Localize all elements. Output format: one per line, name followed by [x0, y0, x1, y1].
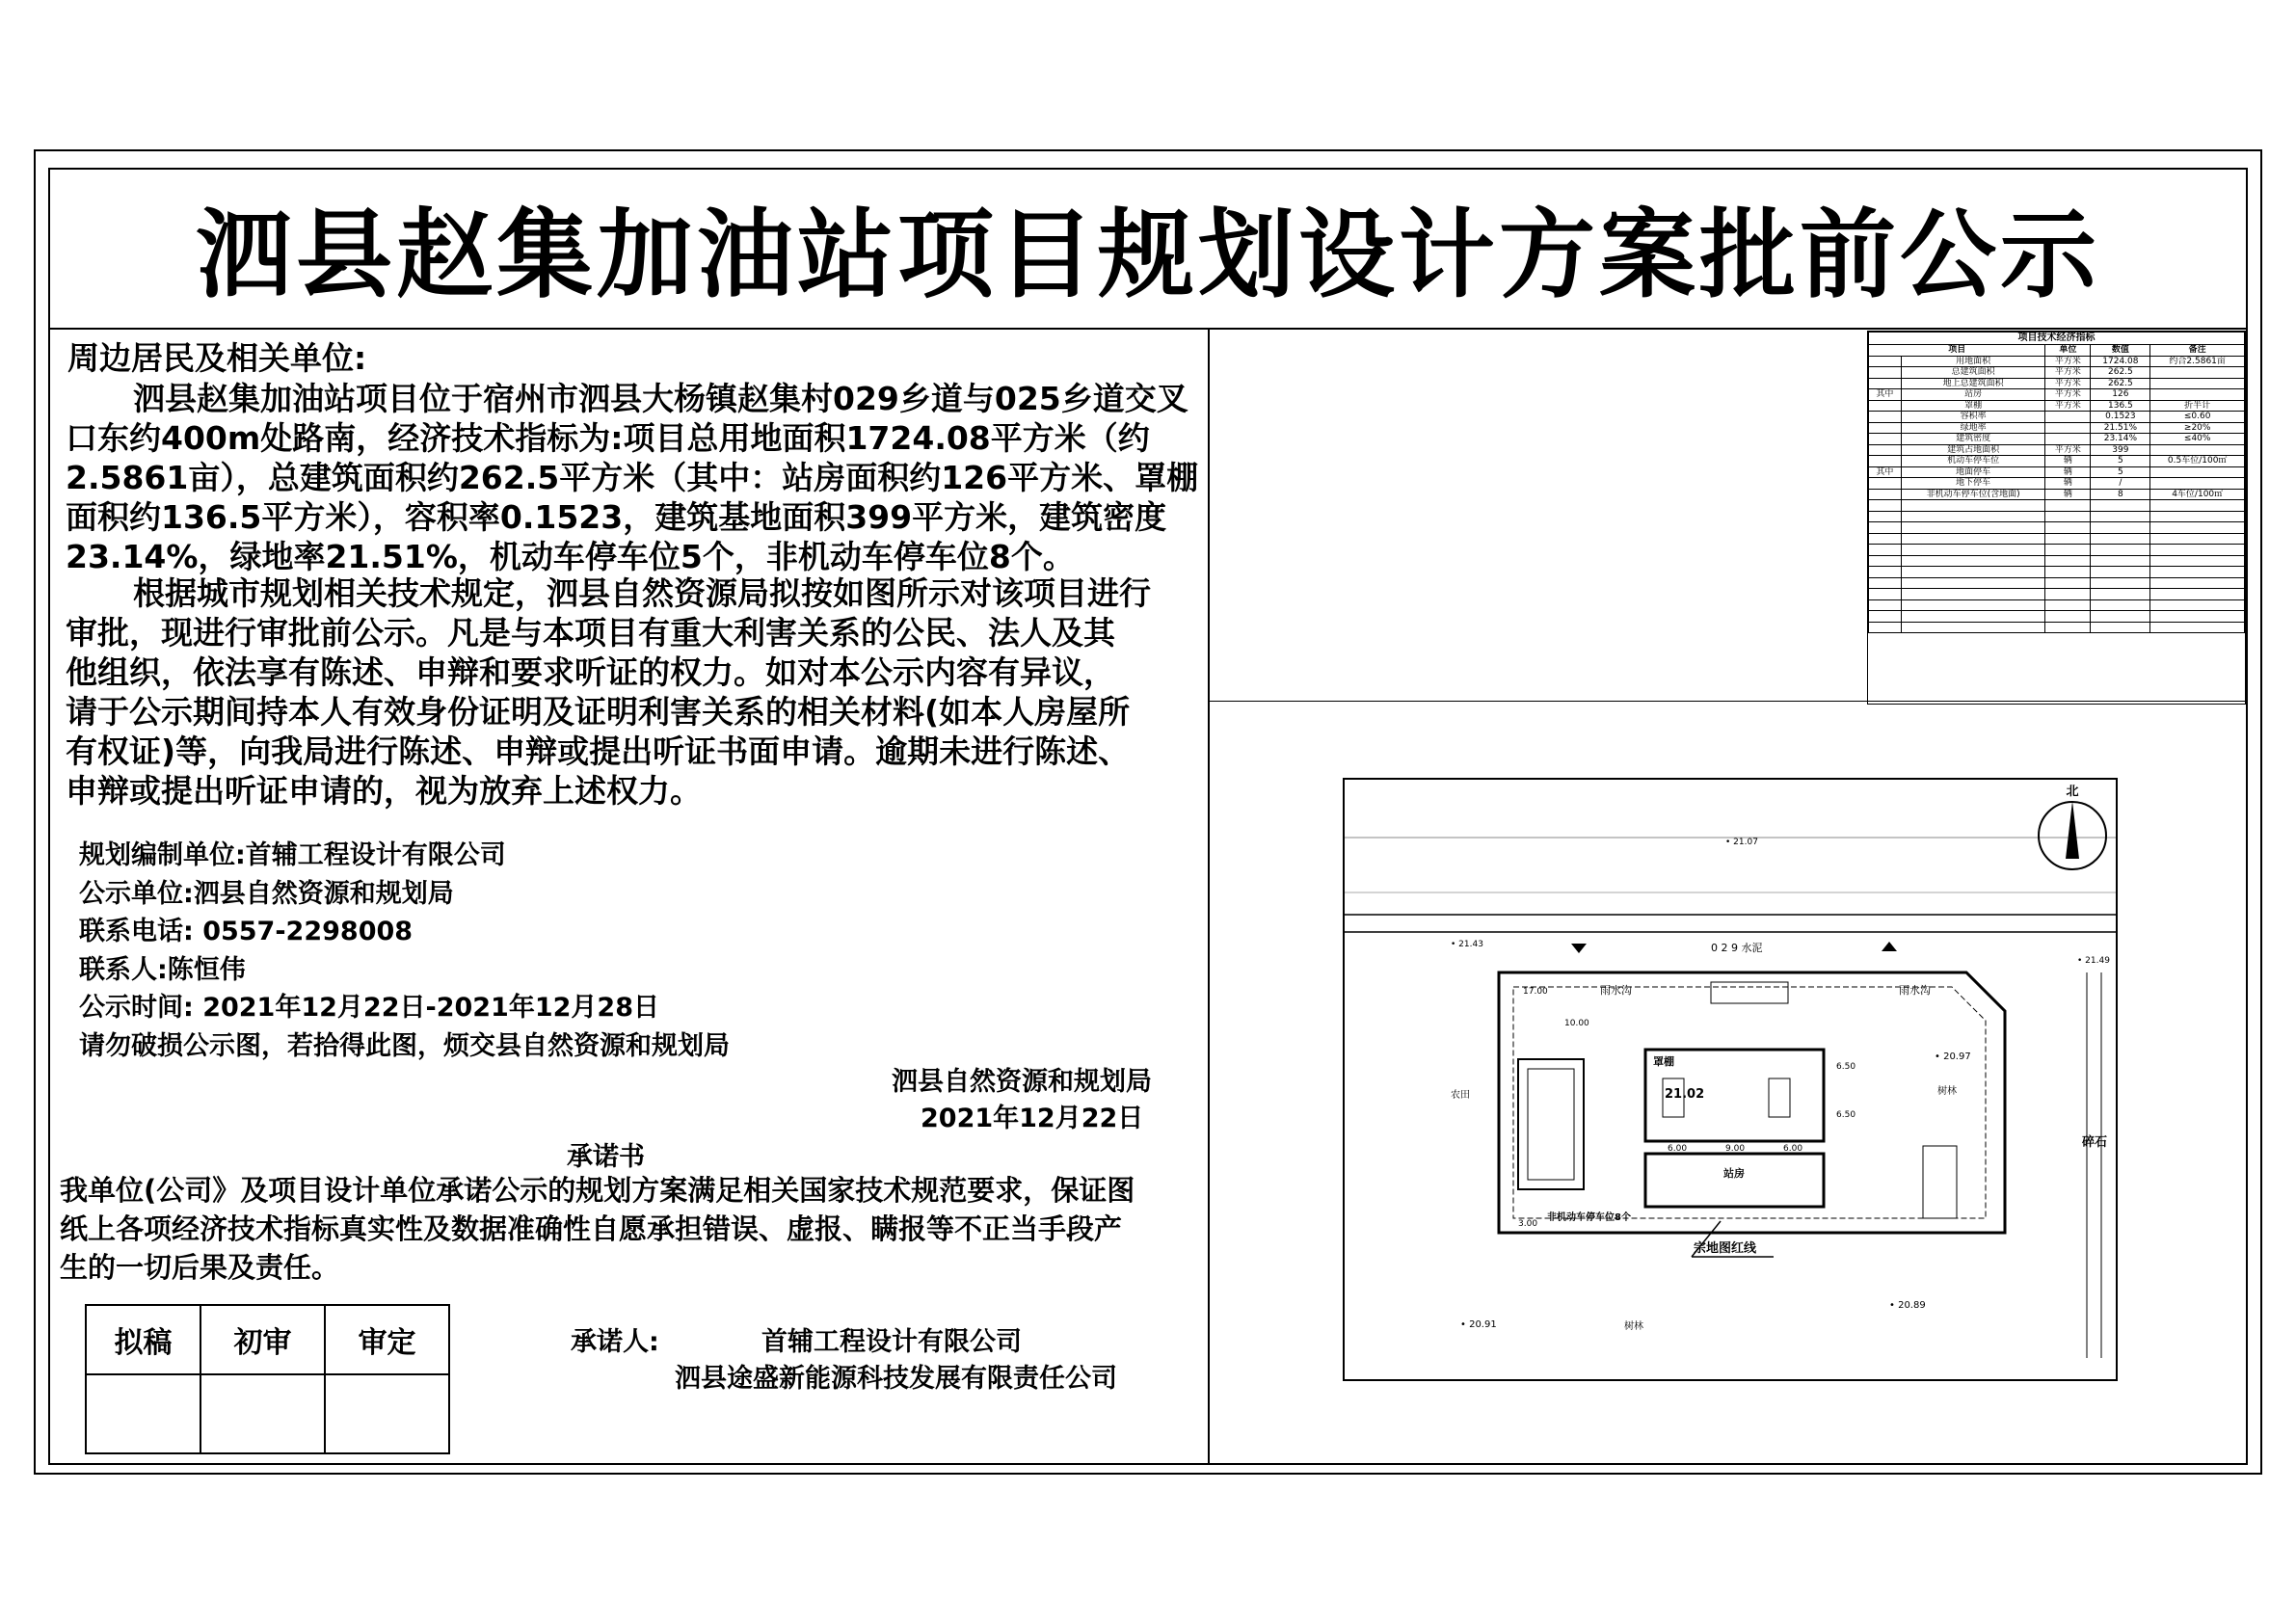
- para1-line: 2.5861亩），总建筑面积约262.5平方米（其中：站房面积约126平方米、罩棚: [66, 459, 1199, 496]
- indicator-blank-cell: [1869, 511, 1902, 522]
- indicator-row: [1869, 400, 2245, 412]
- indicator-blank-cell: [1901, 611, 2045, 623]
- indicator-blank-cell: [2045, 545, 2091, 556]
- indicator-blank-cell: [2091, 500, 2150, 512]
- indicators-table: [1867, 331, 2246, 705]
- indicator-sub: [1869, 489, 1902, 500]
- indicator-blank-cell: [2045, 577, 2091, 589]
- indicator-cell: 折半计: [2150, 400, 2245, 412]
- ind-header: 单位: [2045, 345, 2091, 357]
- indicator-blank-cell: [2150, 511, 2245, 522]
- indicator-cell: 136.5: [2091, 400, 2150, 412]
- issue-date: 2021年12月22日: [921, 1104, 1144, 1133]
- indicator-blank-cell: [2150, 611, 2245, 623]
- header-draft: 拟稿: [86, 1305, 200, 1374]
- dim-label: 6.50: [1836, 1110, 1856, 1120]
- indicator-blank-cell: [1869, 599, 1902, 611]
- promisor-1: 首辅工程设计有限公司: [761, 1327, 1022, 1357]
- indicator-blank-cell: [2091, 567, 2150, 578]
- indicator-blank-cell: [2150, 599, 2245, 611]
- indicator-cell: [2150, 478, 2245, 490]
- header-approve: 审定: [325, 1305, 449, 1374]
- elev-label: • 21.49: [2077, 956, 2110, 966]
- indicator-cell: 地面停车: [1901, 466, 2045, 478]
- indicator-sub: [1869, 400, 1902, 412]
- indicator-cell: [2150, 367, 2245, 379]
- pump-island: [1769, 1078, 1790, 1117]
- entry-arrow-icon: [1571, 944, 1587, 953]
- indicator-blank-row: [1869, 589, 2245, 600]
- title-separator: [48, 328, 2248, 330]
- indicator-blank-cell: [1901, 522, 2045, 534]
- indicator-blank-cell: [2150, 533, 2245, 545]
- red-line-label: 宗地图红线: [1694, 1241, 1757, 1256]
- indicator-blank-cell: [2091, 545, 2150, 556]
- indicator-cell: ≤40%: [2150, 434, 2245, 445]
- indicator-blank-cell: [1901, 511, 2045, 522]
- road-label: 0 2 9 水泥: [1711, 942, 1763, 954]
- indicator-blank-cell: [1869, 567, 1902, 578]
- indicator-blank-cell: [1869, 555, 1902, 567]
- indicator-cell: 23.14%: [2091, 434, 2150, 445]
- indicator-cell: 平方米: [2045, 378, 2091, 389]
- indicator-blank-cell: [2091, 511, 2150, 522]
- indicator-cell: 平方米: [2045, 356, 2091, 367]
- indicator-cell: 5: [2091, 456, 2150, 467]
- pledge-line: 纸上各项经济技术指标真实性及数据准确性自愿承担错误、虚报、瞒报等不正当手段产: [60, 1212, 1123, 1245]
- indicator-cell: 绿地率: [1901, 422, 2045, 434]
- parking-stalls: [1923, 1146, 1957, 1218]
- para1-line: 23.14%，绿地率21.51%，机动车停车位5个，非机动车停车位8个。: [66, 538, 1075, 575]
- pledge-line: 生的一切后果及责任。: [60, 1251, 340, 1284]
- site-plan: [1343, 778, 2118, 1381]
- indicator-row: [1869, 389, 2245, 401]
- elev-label: • 20.97: [1935, 1052, 1971, 1062]
- indicator-row: [1869, 466, 2245, 478]
- indicator-cell: [2150, 444, 2245, 456]
- indicator-cell: 262.5: [2091, 367, 2150, 379]
- indicator-blank-cell: [1901, 533, 2045, 545]
- indicator-blank-cell: [2091, 622, 2150, 633]
- indicator-cell: 站房: [1901, 389, 2045, 401]
- indicator-row: [1869, 422, 2245, 434]
- indicator-blank-cell: [2150, 555, 2245, 567]
- indicator-cell: 平方米: [2045, 400, 2091, 412]
- indicator-blank-cell: [2091, 599, 2150, 611]
- contact-info: [79, 837, 730, 1065]
- indicator-blank-row: [1869, 522, 2245, 534]
- indicator-blank-row: [1869, 533, 2245, 545]
- indicator-blank-row: [1869, 611, 2245, 623]
- indicator-cell: 辆: [2045, 466, 2091, 478]
- pledge-line: 我单位(公司》及项目设计单位承诺公示的规划方案满足相关国家技术规范要求，保证图: [60, 1174, 1135, 1207]
- indicator-sub: [1869, 444, 1902, 456]
- indicator-cell: 126: [2091, 389, 2150, 401]
- indicator-sub: 其中: [1869, 389, 1902, 401]
- indicator-cell: [2045, 412, 2091, 423]
- indicator-blank-cell: [1901, 545, 2045, 556]
- canopy-label: 罩棚: [1653, 1055, 1674, 1068]
- paragraph-1: [66, 379, 1203, 576]
- indicator-cell: 建筑占地面积: [1901, 444, 2045, 456]
- dim-label: 6.00: [1668, 1144, 1688, 1154]
- indicator-blank-cell: [2091, 555, 2150, 567]
- indicator-blank-cell: [2045, 555, 2091, 567]
- right-divider: [1208, 701, 2248, 702]
- indicator-cell: [2045, 434, 2091, 445]
- indicator-blank-cell: [1869, 577, 1902, 589]
- para2-line: 根据城市规划相关技术规定，泗县自然资源局拟按如图所示对该项目进行: [133, 574, 1151, 612]
- page-title: 泗县赵集加油站项目规划设计方案批前公示: [196, 199, 2100, 311]
- para2-line: 他组织，依法享有陈述、申辩和要求听证的权力。如对本公示内容有异议，: [66, 653, 1115, 691]
- elev-label: • 21.07: [1725, 838, 1758, 847]
- dim-label: 17.00: [1523, 987, 1548, 997]
- indicator-blank-cell: [1901, 589, 2045, 600]
- promisor-2: 泗县途盛新能源科技发展有限责任公司: [675, 1364, 1117, 1394]
- indicator-blank-cell: [2091, 533, 2150, 545]
- indicator-blank-row: [1869, 567, 2245, 578]
- ind-header: 备注: [2150, 345, 2245, 357]
- indicator-blank-cell: [1901, 567, 2045, 578]
- indicator-blank-row: [1869, 599, 2245, 611]
- indicator-cell: 4车位/100㎡: [2150, 489, 2245, 500]
- indicator-blank-cell: [1901, 622, 2045, 633]
- indicator-blank-cell: [2091, 522, 2150, 534]
- trees-label: 树林: [1937, 1086, 1957, 1097]
- indicator-blank-cell: [1869, 611, 1902, 623]
- indicator-blank-cell: [2150, 522, 2245, 534]
- dim-label: 10.00: [1564, 1019, 1589, 1028]
- gravel-label: 碎石: [2082, 1135, 2108, 1150]
- pledge-title: 承诺书: [567, 1142, 645, 1172]
- indicator-blank-row: [1869, 555, 2245, 567]
- elev-label: • 21.43: [1451, 940, 1483, 949]
- ind-header: 数值: [2091, 345, 2150, 357]
- indicator-cell: 1724.08: [2091, 356, 2150, 367]
- indicator-blank-cell: [2091, 577, 2150, 589]
- bike-parking-label: 非机动车停车位8个: [1547, 1212, 1631, 1223]
- indicator-blank-cell: [2150, 567, 2245, 578]
- indicator-row: [1869, 444, 2245, 456]
- indicator-blank-cell: [2150, 622, 2245, 633]
- info-phone: 联系电话: 0557-2298008: [79, 917, 414, 946]
- indicator-cell: [2150, 389, 2245, 401]
- column-separator: [1208, 328, 1210, 1465]
- tank-area-inner: [1528, 1069, 1574, 1180]
- info-period: 公示时间: 2021年12月22日-2021年12月28日: [79, 993, 659, 1023]
- indicator-sub: [1869, 356, 1902, 367]
- greeting: 周边居民及相关单位:: [67, 339, 367, 377]
- indicator-cell: 平方米: [2045, 444, 2091, 456]
- indicator-blank-cell: [2150, 545, 2245, 556]
- paragraph-2: [66, 573, 1203, 811]
- indicator-blank-cell: [2045, 533, 2091, 545]
- para1-line: 面积约136.5平方米），容积率0.1523，建筑基地面积399平方米，建筑密度: [66, 498, 1167, 536]
- indicator-row: [1869, 434, 2245, 445]
- indicator-cell: 5: [2091, 466, 2150, 478]
- pledge-text: [60, 1171, 1135, 1287]
- indicator-blank-cell: [1901, 599, 2045, 611]
- indicator-row: [1869, 367, 2245, 379]
- indicator-blank-cell: [2150, 589, 2245, 600]
- issuer: 泗县自然资源和规划局: [892, 1067, 1152, 1097]
- indicator-cell: ≤0.60: [2150, 412, 2245, 423]
- dim-label: 6.50: [1836, 1062, 1856, 1072]
- indicator-cell: /: [2091, 478, 2150, 490]
- indicator-blank-cell: [2045, 611, 2091, 623]
- indicator-blank-cell: [1869, 500, 1902, 512]
- station-elev: 21.02: [1665, 1087, 1705, 1102]
- indicator-sub: [1869, 478, 1902, 490]
- indicator-blank-row: [1869, 500, 2245, 512]
- indicator-cell: 非机动车停车位(含地面): [1901, 489, 2045, 500]
- indicator-blank-cell: [2045, 599, 2091, 611]
- indicator-cell: 地上总建筑面积: [1901, 378, 2045, 389]
- info-editor: 规划编制单位:首辅工程设计有限公司: [79, 840, 506, 870]
- indicator-blank-cell: [2045, 500, 2091, 512]
- indicator-blank-cell: [2045, 589, 2091, 600]
- indicator-cell: 约合2.5861亩: [2150, 356, 2245, 367]
- indicator-cell: 0.1523: [2091, 412, 2150, 423]
- indicator-cell: 平方米: [2045, 367, 2091, 379]
- indicator-row: [1869, 356, 2245, 367]
- indicator-blank-cell: [1901, 500, 2045, 512]
- indicator-sub: [1869, 412, 1902, 423]
- station-label: 站房: [1723, 1167, 1745, 1180]
- indicator-blank-row: [1869, 511, 2245, 522]
- indicator-cell: 262.5: [2091, 378, 2150, 389]
- info-publisher: 公示单位:泗县自然资源和规划局: [79, 878, 454, 909]
- signature-cell: [200, 1374, 325, 1453]
- indicator-cell: 地下停车: [1901, 478, 2045, 490]
- indicator-blank-cell: [2091, 611, 2150, 623]
- para2-line: 有权证)等，向我局进行陈述、申辩或提出听证书面申请。逾期未进行陈述、: [66, 732, 1131, 770]
- signature-cell: [325, 1374, 449, 1453]
- indicator-cell: 辆: [2045, 478, 2091, 490]
- indicator-sub: [1869, 434, 1902, 445]
- indicator-blank-row: [1869, 577, 2245, 589]
- indicator-blank-cell: [2045, 622, 2091, 633]
- ind-header: 项目: [1869, 345, 2045, 357]
- indicator-blank-row: [1869, 622, 2245, 633]
- indicator-sub: [1869, 422, 1902, 434]
- para1-line: 口东约400m处路南，经济技术指标为:项目总用地面积1724.08平方米（约: [66, 419, 1150, 457]
- indicator-blank-cell: [2150, 577, 2245, 589]
- indicator-blank-cell: [2045, 522, 2091, 534]
- indicator-blank-cell: [1869, 522, 1902, 534]
- indicator-cell: [2150, 378, 2245, 389]
- info-contact: 联系人:陈恒伟: [79, 954, 246, 985]
- trees-label: 树林: [1624, 1321, 1643, 1332]
- indicator-row: [1869, 412, 2245, 423]
- indicator-cell: [2150, 466, 2245, 478]
- para2-line: 审批，现进行审批前公示。凡是与本项目有重大利害关系的公民、法人及其: [66, 614, 1115, 652]
- indicator-cell: 21.51%: [2091, 422, 2150, 434]
- indicator-sub: 其中: [1869, 466, 1902, 478]
- dim-label: 3.00: [1518, 1219, 1538, 1229]
- indicator-blank-cell: [2150, 500, 2245, 512]
- indicator-blank-cell: [1901, 577, 2045, 589]
- indicator-cell: 罩棚: [1901, 400, 2045, 412]
- para1-line: 泗县赵集加油站项目位于宿州市泗县大杨镇赵集村029乡道与025乡道交叉: [133, 380, 1188, 417]
- indicator-blank-cell: [2045, 567, 2091, 578]
- exit-arrow-icon: [1882, 942, 1897, 951]
- indicator-row: [1869, 489, 2245, 500]
- indicator-blank-cell: [1869, 622, 1902, 633]
- elev-label: • 20.89: [1889, 1300, 1926, 1311]
- indicator-row: [1869, 378, 2245, 389]
- elev-label: • 20.91: [1460, 1319, 1497, 1330]
- north-label: 北: [2066, 785, 2079, 799]
- info-notice: 请勿破损公示图，若拾得此图，烦交县自然资源和规划局: [79, 1030, 730, 1061]
- para2-line: 请于公示期间持本人有效身份证明及证明利害关系的相关材料(如本人房屋所: [66, 693, 1131, 731]
- indicator-sub: [1869, 378, 1902, 389]
- indicator-cell: 机动车停车位: [1901, 456, 2045, 467]
- indicator-blank-cell: [1869, 589, 1902, 600]
- north-arrow-pointer: [2066, 801, 2079, 859]
- indicator-cell: 平方米: [2045, 389, 2091, 401]
- site-boundary: [1499, 972, 2005, 1233]
- indicator-cell: 辆: [2045, 456, 2091, 467]
- indicator-cell: [2045, 422, 2091, 434]
- promisor-label: 承诺人:: [571, 1327, 659, 1357]
- dim-label: 6.00: [1783, 1144, 1803, 1154]
- signature-cell: [86, 1374, 200, 1453]
- indicator-blank-cell: [2045, 511, 2091, 522]
- indicator-blank-cell: [1869, 533, 1902, 545]
- indicator-sub: [1869, 456, 1902, 467]
- indicator-cell: 399: [2091, 444, 2150, 456]
- indicator-sub: [1869, 367, 1902, 379]
- indicator-cell: 建筑密度: [1901, 434, 2045, 445]
- indicator-cell: 8: [2091, 489, 2150, 500]
- indicators-title: 项目技术经济指标: [1869, 333, 2245, 345]
- indicator-row: [1869, 456, 2245, 467]
- indicator-blank-cell: [1869, 545, 1902, 556]
- field-label: 农田: [1451, 1090, 1470, 1101]
- indicator-blank-cell: [2091, 589, 2150, 600]
- ditch-label: 雨水沟: [1600, 984, 1632, 997]
- indicator-cell: 辆: [2045, 489, 2091, 500]
- parking-row: [1711, 982, 1788, 1003]
- indicator-cell: ≥20%: [2150, 422, 2245, 434]
- indicator-cell: 容积率: [1901, 412, 2045, 423]
- ditch-label: 雨水沟: [1899, 984, 1931, 997]
- header-review: 初审: [200, 1305, 325, 1374]
- indicator-cell: 用地面积: [1901, 356, 2045, 367]
- indicator-cell: 0.5车位/100㎡: [2150, 456, 2245, 467]
- station-outline: [1645, 1154, 1824, 1207]
- site-plan-drawing: [1345, 780, 2118, 1381]
- indicator-row: [1869, 478, 2245, 490]
- signoff-table: [85, 1304, 450, 1454]
- indicator-blank-cell: [1901, 555, 2045, 567]
- indicator-blank-row: [1869, 545, 2245, 556]
- indicator-cell: 总建筑面积: [1901, 367, 2045, 379]
- dim-label: 9.00: [1725, 1144, 1746, 1154]
- para2-line: 申辩或提出听证申请的，视为放弃上述权力。: [66, 772, 702, 810]
